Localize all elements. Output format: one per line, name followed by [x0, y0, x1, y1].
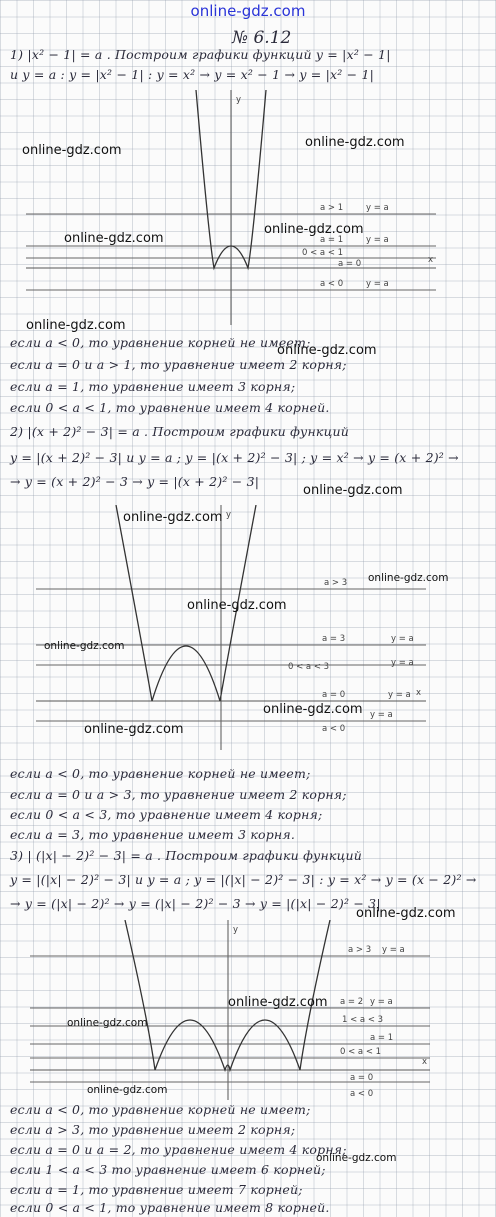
- watermark: online-gdz.com: [305, 135, 405, 150]
- part2-axis-x-label: x: [416, 688, 422, 698]
- part1-label-eq-1: y = a: [366, 203, 389, 213]
- part3-axis-y-label: y: [233, 925, 239, 935]
- part2-label-between: 0 < a < 3: [288, 662, 330, 672]
- watermark: online-gdz.com: [64, 231, 164, 246]
- part2-conclusion-2: если a = 0 и a > 3, то уравнение имеет 2 корня;: [10, 787, 347, 802]
- part2-label-eq-4: y = a: [370, 710, 393, 720]
- part3-label-between2: 0 < a < 1: [340, 1047, 382, 1057]
- part2-conclusion-3: если 0 < a < 3, то уравнение имеет 4 корня;: [10, 807, 323, 822]
- watermark: online-gdz.com: [67, 1017, 148, 1029]
- part2-line-3: → y = (x + 2)² − 3 → y = |(x + 2)² − 3|: [10, 474, 260, 489]
- part1-label-a-lt-0: a < 0: [320, 279, 344, 289]
- watermark: online-gdz.com: [277, 343, 377, 358]
- watermark: online-gdz.com: [44, 640, 125, 652]
- part3-conclusion-5: если a = 1, то уравнение имеет 7 корней;: [10, 1182, 303, 1197]
- part1-graph: [26, 90, 446, 330]
- part3-conclusion-6: если 0 < a < 1, то уравнение имеет 8 корней.: [10, 1200, 330, 1215]
- part1-conclusion-2: если a = 0 и a > 1, то уравнение имеет 2 корня;: [10, 357, 347, 372]
- part1-label-eq-3: y = a: [366, 279, 389, 289]
- part2-line-2: y = |(x + 2)² − 3| и y = a ; y = |(x + 2)² − 3| ; y = x² → y = (x + 2)² →: [10, 450, 459, 465]
- watermark: online-gdz.com: [303, 483, 403, 498]
- watermark: online-gdz.com: [228, 995, 328, 1010]
- part1-label-eq-2: y = a: [366, 235, 389, 245]
- part1-label-a-gt-1: a > 1: [320, 203, 344, 213]
- part1-conclusion-3: если a = 1, то уравнение имеет 3 корня;: [10, 379, 296, 394]
- watermark: online-gdz.com: [123, 510, 223, 525]
- part2-label-a-eq-3: a = 3: [322, 634, 346, 644]
- part3-line-3: → y = (|x| − 2)² → y = (|x| − 2)² − 3 → y = |(|x| − 2)² − 3|: [10, 896, 381, 911]
- part1-axis-x-label: x: [428, 255, 434, 265]
- part3-label-a-eq-0: a = 0: [350, 1073, 374, 1083]
- part1-line-1: 1) |x² − 1| = a . Построим графики функций y = |x² − 1|: [10, 47, 391, 62]
- watermark: online-gdz.com: [187, 598, 287, 613]
- part2-graph: [36, 505, 436, 755]
- part3-label-a-eq-3: a = 2: [340, 997, 364, 1007]
- part2-axis-y-label: y: [226, 510, 232, 520]
- part3-label-a-lt-0: a < 0: [350, 1089, 374, 1099]
- part2-label-eq-1: y = a: [391, 634, 414, 644]
- watermark: online-gdz.com: [26, 318, 126, 333]
- part3-axis-x-label: x: [422, 1057, 428, 1067]
- part2-label-a-eq-0: a = 0: [322, 690, 346, 700]
- part1-conclusion-1: если a < 0, то уравнение корней не имеет;: [10, 335, 311, 350]
- part2-conclusion-4: если a = 3, то уравнение имеет 3 корня.: [10, 827, 296, 842]
- part3-label-eq-1: y = a: [382, 945, 405, 955]
- part1-label-a-eq-1: a = 1: [320, 235, 344, 245]
- site-header-link[interactable]: online-gdz.com: [190, 2, 306, 20]
- part2-label-a-gt-3: a > 3: [324, 578, 348, 588]
- part1-conclusion-4: если 0 < a < 1, то уравнение имеет 4 корней.: [10, 400, 330, 415]
- part2-label-a-lt-0: a < 0: [322, 724, 346, 734]
- part3-conclusion-4: если 1 < a < 3 то уравнение имеет 6 корней;: [10, 1162, 326, 1177]
- part3-label-a-gt-3: a > 3: [348, 945, 372, 955]
- watermark: online-gdz.com: [87, 1084, 168, 1096]
- part3-line-1: 3) | (|x| − 2)² − 3| = a . Построим графики функций: [10, 848, 363, 863]
- watermark: online-gdz.com: [263, 702, 363, 717]
- part3-label-eq-2: y = a: [370, 997, 393, 1007]
- watermark: online-gdz.com: [356, 906, 456, 921]
- watermark: online-gdz.com: [264, 222, 364, 237]
- part3-label-between: 1 < a < 3: [342, 1015, 384, 1025]
- problem-title: № 6.12: [232, 28, 292, 48]
- part1-line-2: и y = a : y = |x² − 1| : y = x² → y = x² − 1 → y = |x² − 1|: [10, 67, 375, 82]
- watermark: online-gdz.com: [84, 722, 184, 737]
- part1-label-a-eq-0: a = 0: [338, 259, 362, 269]
- watermark: online-gdz.com: [368, 572, 449, 584]
- watermark: online-gdz.com: [22, 143, 122, 158]
- part3-conclusion-2: если a > 3, то уравнение имеет 2 корня;: [10, 1122, 296, 1137]
- part1-label-between: 0 < a < 1: [302, 248, 344, 258]
- part3-conclusion-3: если a = 0 и a = 2, то уравнение имеет 4 корня;: [10, 1142, 347, 1157]
- part3-graph: [30, 920, 440, 1100]
- part2-label-eq-3: y = a: [388, 690, 411, 700]
- part2-conclusion-1: если a < 0, то уравнение корней не имеет;: [10, 766, 311, 781]
- part3-line-2: y = |(|x| − 2)² − 3| и y = a ; y = |(|x| − 2)² − 3| : y = x² → y = (x − 2)² →: [10, 872, 477, 887]
- part3-label-a-eq-1: a = 1: [370, 1033, 394, 1043]
- part2-line-1: 2) |(x + 2)² − 3| = a . Построим графики функций: [10, 424, 350, 439]
- part2-label-eq-2: y = a: [391, 658, 414, 668]
- watermark: online-gdz.com: [316, 1152, 397, 1164]
- part1-axis-y-label: y: [236, 95, 242, 105]
- part3-conclusion-1: если a < 0, то уравнение корней не имеет;: [10, 1102, 311, 1117]
